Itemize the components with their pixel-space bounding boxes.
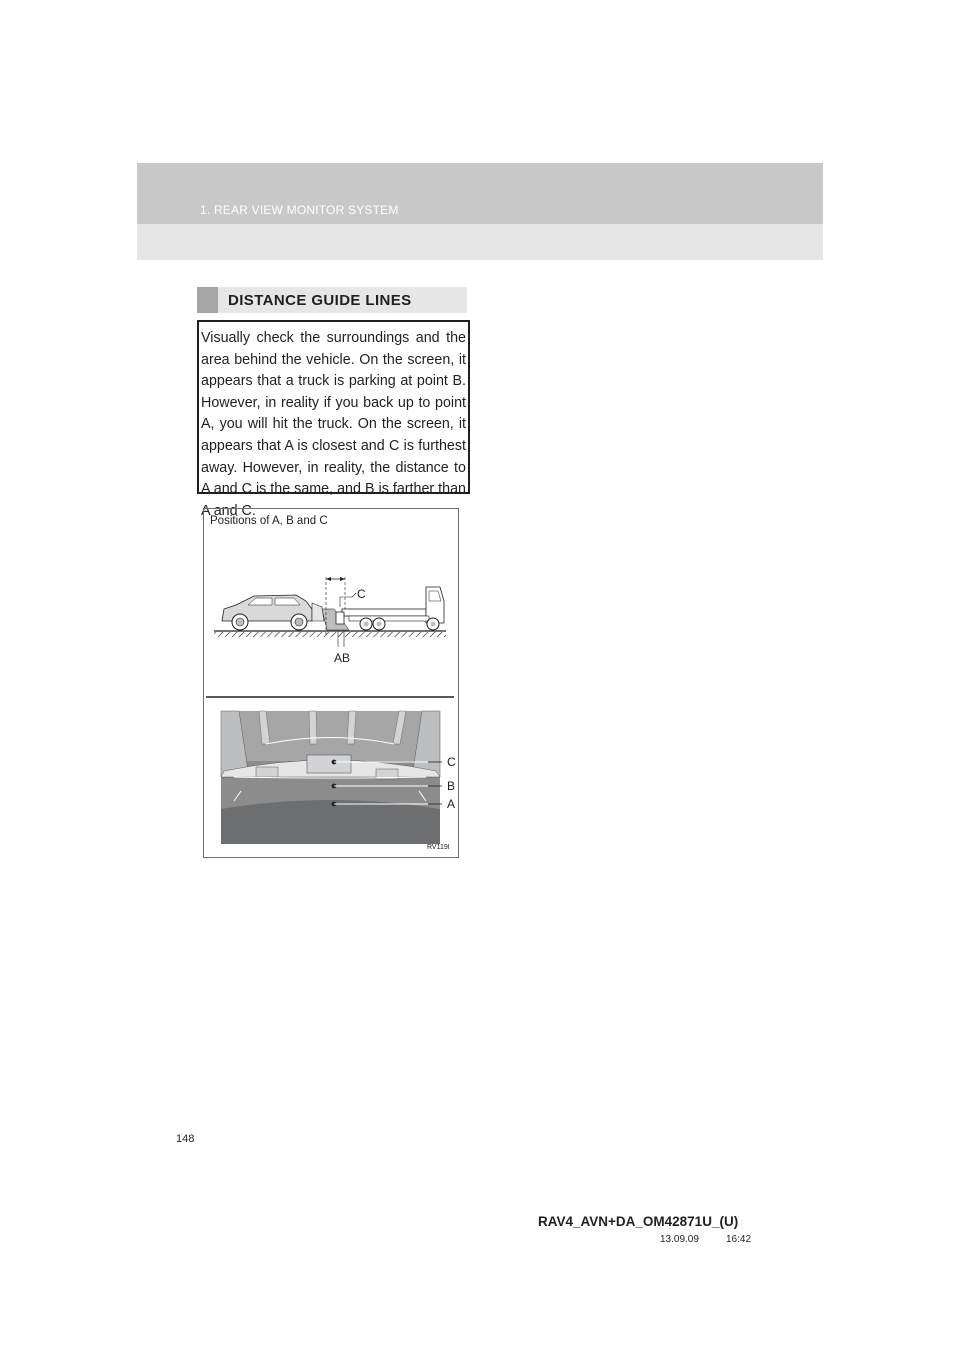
screen-label-b: B [447, 779, 456, 793]
side-label-b: B [342, 651, 351, 665]
page-number: 148 [176, 1133, 195, 1145]
leader-c [340, 593, 356, 607]
figure-illustration [204, 509, 458, 857]
document-time: 16:42 [726, 1234, 752, 1245]
header-top-bar [137, 163, 823, 224]
screen-label-c: C [447, 755, 456, 769]
car-illustration [222, 595, 324, 630]
side-label-a: A [334, 651, 343, 665]
heading-marker [197, 287, 218, 313]
caution-box [197, 320, 470, 519]
screen-view [221, 711, 456, 844]
header-band [137, 163, 823, 260]
truck-illustration [336, 587, 444, 630]
side-label-c: C [357, 587, 366, 601]
document-date: 13.09.09 [660, 1234, 699, 1245]
figure-caption: Positions of A, B and C [210, 515, 328, 527]
side-view [214, 577, 446, 665]
section-title: 1. REAR VIEW MONITOR SYSTEM [200, 203, 399, 217]
document-id: RAV4_AVN+DA_OM42871U_(U) [538, 1214, 739, 1229]
caution-text: Visually check the surroundings and the area behind the vehicle. On the screen, it appears that a truck is parking at point B. However, in reality if you back up to point A, you will hit the truck. On the screen, it appears that A is closest and C is furthest away. However, in reality, the distance to A and C is the same, and B is farther than A and C. [201, 330, 466, 519]
figure-code: RV119I [427, 844, 450, 851]
section-heading-bar [197, 287, 467, 313]
screen-label-a: A [447, 797, 456, 811]
ground-hatch [214, 632, 446, 637]
distance-figure [203, 508, 459, 858]
section-heading: DISTANCE GUIDE LINES [228, 292, 412, 309]
